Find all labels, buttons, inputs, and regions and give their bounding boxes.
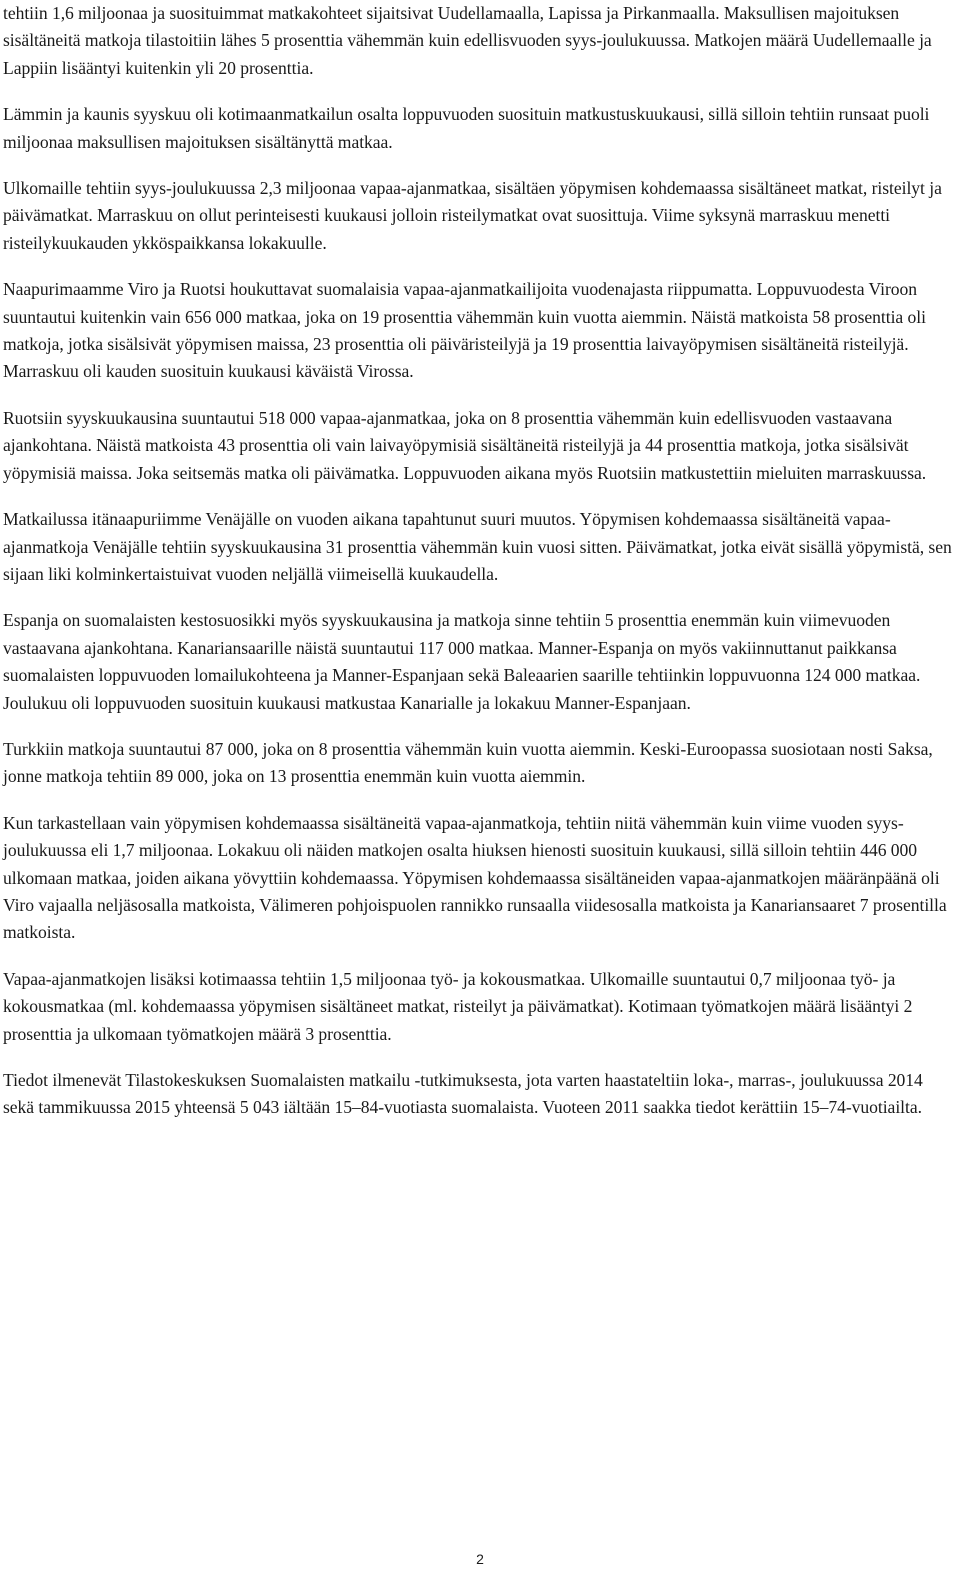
document-body [3,0,957,1141]
paragraph-september: Lämmin ja kaunis syyskuu oli kotimaanmatkailun osalta loppuvuoden suosituin matkustuskuukausi, sillä silloin tehtiin runsaat puoli miljoonaa maksullisen majoituksen sisältänyttä matkaa. [3,104,930,152]
paragraph-sweden: Ruotsiin syyskuukausina suuntautui 518 000 vapaa-ajanmatkaa, joka on 8 prosenttia vähemmän kuin edellisvuoden vastaavana ajankohtana. Näistä matkoista 43 prosenttia oli vain laivayöpymisiä sisältäneitä risteilyjä ja 44 prosenttia matkoja, jotka sisälsivät yöpymisiä maissa. Joka seitsemäs matka oli päivämatka. Loppuvuoden aikana myös Ruotsiin matkustettiin mieluiten marraskuussa. [3,407,927,483]
paragraph-business-trips: Vapaa-ajanmatkojen lisäksi kotimaassa tehtiin 1,5 miljoonaa työ- ja kokousmatkaa. Ulkomaille suuntautui 0,7 miljoonaa työ- ja kokousmatkaa (ml. kohdemaassa yöpymisen sisältäneet matkat, risteilyt ja päivämatkat). Kotimaan työmatkojen määrä lisääntyi 2 prosenttia ja ulkomaan työmatkojen määrä 3 prosenttia. [3,968,913,1044]
paragraph-domestic-travel: tehtiin 1,6 miljoonaa ja suosituimmat matkakohteet sijaitsivat Uudellamaalla, Lapissa ja Pirkanmaalla. Maksullisen majoituksen sisältäneitä matkoja tilastoitiin lähes 5 prosenttia vähemmän kuin edellisvuoden syys-joulukuussa. Matkojen määrä Uudellemaalle ja Lappiin lisääntyi kuitenkin yli 20 prosenttia. [3,3,932,78]
paragraph-source-note: Tiedot ilmenevät Tilastokeskuksen Suomalaisten matkailu -tutkimuksesta, jota varten haastateltiin loka-, marras-, joulukuussa 2014 sekä tammikuussa 2015 yhteensä 5 043 iältään 15–84-vuotiasta suomalaista. Vuoteen 2011 saakka tiedot kerättiin 15–74-vuotiailta. [3,1070,923,1118]
paragraph-russia: Matkailussa itänaapuriimme Venäjälle on vuoden aikana tapahtunut suuri muutos. Yöpymisen kohdemaassa sisältäneitä vapaa-ajanmatkoja Venäjälle tehtiin syyskuukausina 31 prosenttia vähemmän kuin vuosi sitten. Päivämatkat, jotka eivät sisällä yöpymistä, sen sijaan liki kolminkertaistuivat vuoden neljällä viimeisellä kuukaudella. [3,509,952,584]
paragraph-abroad: Ulkomaille tehtiin syys-joulukuussa 2,3 miljoonaa vapaa-ajanmatkaa, sisältäen yöpymisen kohdemaassa sisältäneet matkat, risteilyt ja päivämatkat. Marraskuu on ollut perinteisesti kuukausi jolloin risteilymatkat ovat suosittuja. Viime syksynä marraskuu menetti risteilykuukauden ykköspaikkansa lokakuulle. [3,178,942,253]
paragraph-overnight-trips: Kun tarkastellaan vain yöpymisen kohdemaassa sisältäneitä vapaa-ajanmatkoja, tehtiin niitä vähemmän kuin viime vuoden syys-joulukuussa eli 1,7 miljoonaa. Lokakuu oli näiden matkojen osalta hiuksen hienosti suosituin kuukausi, sillä silloin tehtiin 446 000 ulkomaan matkaa, joiden aikana yövyttiin kohdemaassa. Yöpymisen kohdemaassa sisältäneiden vapaa-ajanmatkojen määränpäänä oli Viro vajaalla neljäsosalla matkoista, Välimeren pohjoispuolen rannikko runsaalla viidesosalla matkoista ja Kanariansaaret 7 prosentilla matkoista. [3,812,947,943]
paragraph-spain: Espanja on suomalaisten kestosuosikki myös syyskuukausina ja matkoja sinne tehtiin 5 prosenttia enemmän kuin viimevuoden vastaavana ajankohtana. Kanariansaarille näistä suuntautui 117 000 matkaa. Manner-Espanja on myös vakiinnuttanut paikkansa suomalaisten loppuvuoden lomailukohteena ja Manner-Espanjaan sekä Baleaarien saarille tehtiinkin loppuvuonna 124 000 matkaa. Joulukuu oli loppuvuoden suosituin kuukausi matkustaa Kanarialle ja lokakuu Manner-Espanjaan. [3,610,921,713]
paragraph-estonia: Naapurimaamme Viro ja Ruotsi houkuttavat suomalaisia vapaa-ajanmatkailijoita vuodenajasta riippumatta. Loppuvuodesta Viroon suuntautui kuitenkin vain 656 000 matkaa, joka on 19 prosenttia vähemmän kuin vuotta aiemmin. Näistä matkoista 58 prosenttia oli matkoja, jotka sisälsivät yöpymisen maissa, 23 prosenttia oli päiväristeilyjä ja 19 prosenttia laivayöpymisen sisältäneitä risteilyjä. Marraskuu oli kauden suosituin kuukausi käväistä Virossa. [3,279,926,382]
page-number: 2 [476,1551,484,1567]
paragraph-turkey-germany: Turkkiin matkoja suuntautui 87 000, joka on 8 prosenttia vähemmän kuin vuotta aiemmin. Keski-Euroopassa suosiotaan nosti Saksa, jonne matkoja tehtiin 89 000, joka on 13 prosenttia enemmän kuin vuotta aiemmin. [3,738,933,787]
